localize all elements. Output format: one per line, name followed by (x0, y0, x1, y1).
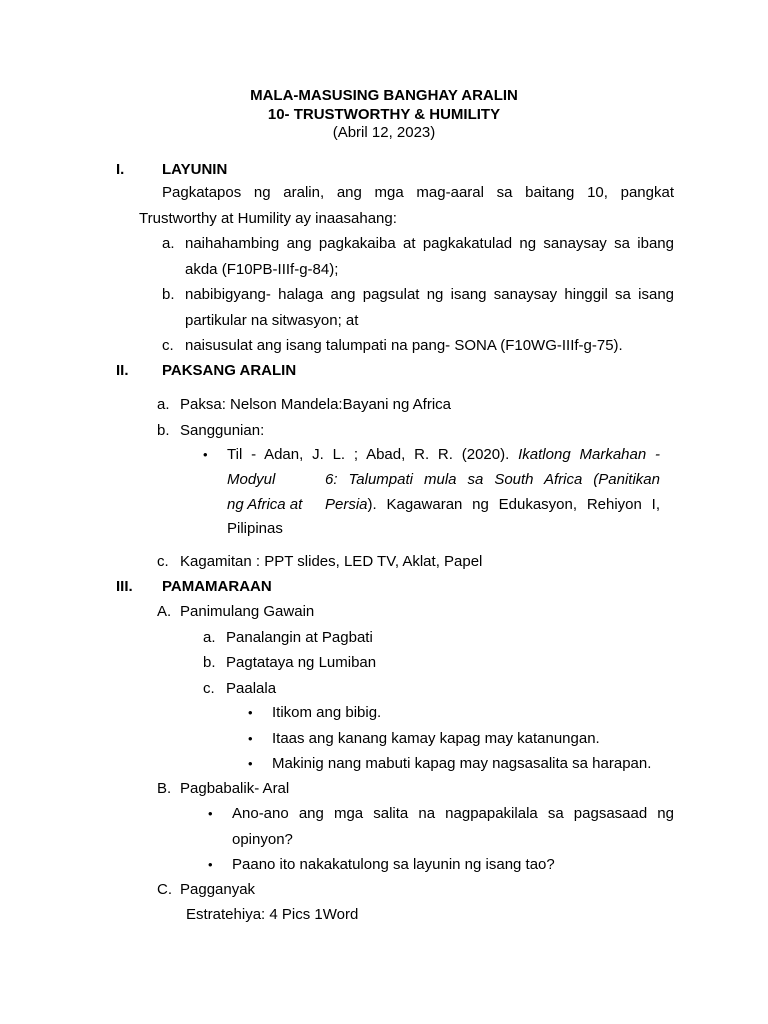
reference-line2-b: 6: Talumpati mula sa South Africa (Panitikan (325, 471, 660, 488)
sanggunian-marker: b. (157, 422, 170, 439)
reference-line2-a: Modyul (227, 471, 276, 488)
section-1-heading: LAYUNIN (162, 161, 228, 178)
list-item: Pagtataya ng Lumiban (226, 654, 377, 671)
objective-b-line1: nabibigyang- halaga ang pagsulat ng isang sanaysay hinggil sa isang (185, 286, 674, 303)
bullet-icon: • (248, 705, 253, 720)
reference-line4: Pilipinas (227, 520, 283, 537)
reference-line3-a: ng Africa at (227, 496, 303, 513)
kagamitan-text: Kagamitan : PPT slides, LED TV, Aklat, Papel (180, 553, 483, 570)
step-b-marker: B. (157, 780, 172, 797)
bullet-icon: • (248, 731, 253, 746)
objective-a-line2: akda (F10PB-IIIf-g-84); (185, 261, 339, 278)
section-1-intro-line2: Trustworthy at Humility ay inaasahang: (139, 210, 397, 227)
kagamitan-marker: c. (157, 553, 169, 570)
objective-b-line2: partikular na sitwasyon; at (185, 312, 359, 329)
section-1-numeral: I. (116, 161, 125, 178)
sanggunian-text: Sanggunian: (180, 422, 265, 439)
bullet-icon: • (203, 447, 208, 462)
step-c-marker: C. (157, 881, 172, 898)
review-question-1-line1: Ano-ano ang mga salita na nagpapakilala sa pagsasaad ng (232, 805, 674, 822)
section-1-intro-line1: Pagkatapos ng aralin, ang mga mag-aaral sa baitang 10, pangkat (162, 184, 674, 201)
bullet-icon: • (248, 756, 253, 771)
reference-line3-b: Persia). Kagawaran ng Edukasyon, Rehiyon I, (325, 496, 660, 513)
reference-line1: Til - Adan, J. L. ; Abad, R. R. (2020). Ikatlong Markahan - (227, 446, 661, 463)
section-3-heading: PAMAMARAAN (162, 578, 272, 595)
section-2-heading: PAKSANG ARALIN (162, 362, 297, 379)
section-2-numeral: II. (116, 362, 129, 379)
review-question-1-line2: opinyon? (232, 831, 293, 848)
list-item: Panalangin at Pagbati (226, 629, 373, 646)
step-b-text: Pagbabalik- Aral (180, 780, 290, 797)
objective-marker: c. (162, 337, 174, 354)
step-a-text: Panimulang Gawain (180, 603, 315, 620)
list-item-marker: a. (203, 629, 216, 646)
bullet-icon: • (208, 857, 213, 872)
document-subtitle: 10- TRUSTWORTHY & HUMILITY (267, 106, 501, 123)
list-item: Paalala (226, 680, 277, 697)
step-c-text: Pagganyak (180, 881, 256, 898)
paksa-marker: a. (157, 396, 170, 413)
list-item-marker: c. (203, 680, 215, 697)
review-question-2: Paano ito nakakatulong sa layunin ng isang tao? (232, 856, 555, 873)
objective-marker: b. (162, 286, 175, 303)
strategy-text: Estratehiya: 4 Pics 1Word (186, 906, 359, 923)
step-a-marker: A. (157, 603, 172, 620)
document-title: MALA-MASUSING BANGHAY ARALIN (250, 87, 518, 104)
objective-a-line1: naihahambing ang pagkakaiba at pagkakatulad ng sanaysay sa ibang (185, 235, 674, 252)
reminder-item: Itaas ang kanang kamay kapag may katanungan. (272, 730, 600, 747)
document-date: (Abril 12, 2023) (332, 124, 436, 141)
paksa-text: Paksa: Nelson Mandela:Bayani ng Africa (180, 396, 451, 413)
objective-c-line1: naisusulat ang isang talumpati na pang- SONA (F10WG-IIIf-g-75). (185, 337, 623, 354)
bullet-icon: • (208, 806, 213, 821)
objective-marker: a. (162, 235, 175, 252)
list-item-marker: b. (203, 654, 216, 671)
reminder-item: Itikom ang bibig. (272, 704, 382, 721)
section-3-numeral: III. (116, 578, 133, 595)
reminder-item: Makinig nang mabuti kapag may nagsasalita sa harapan. (272, 755, 652, 772)
